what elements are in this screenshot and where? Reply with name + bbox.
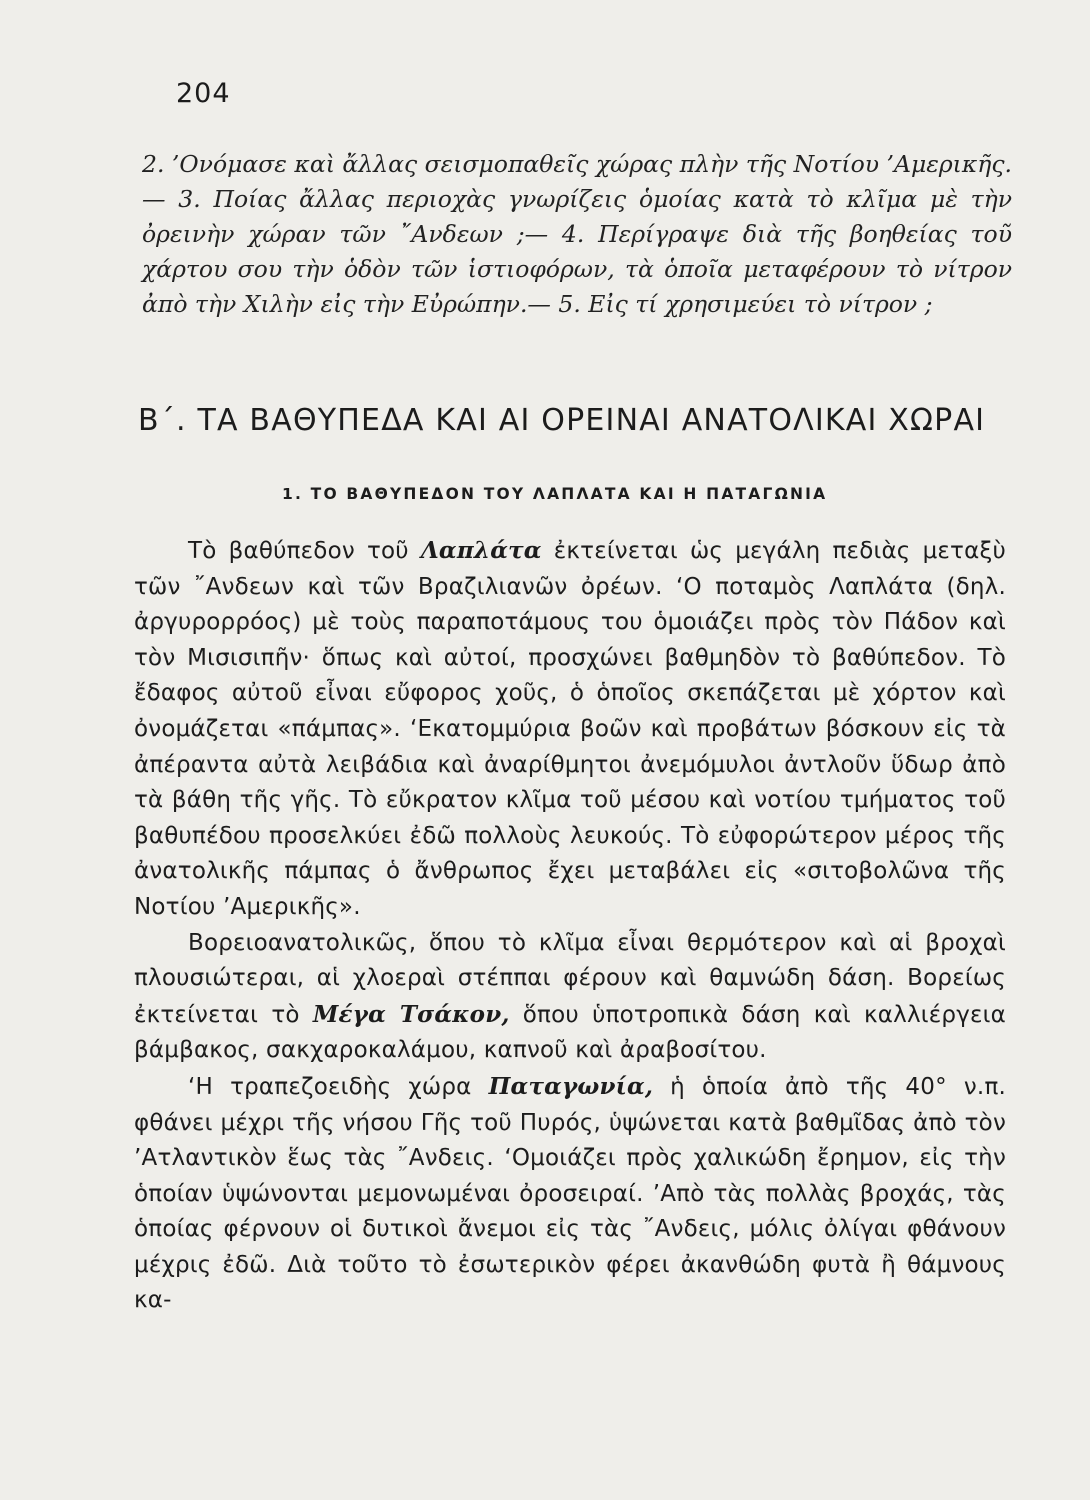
paragraph-gran-chaco [134,926,1006,1069]
term-mega-tsakon: Μέγα Τσάκον, [312,1000,510,1028]
term-laplata: Λαπλάτα [420,537,542,564]
review-questions: 2. ’Ονόμασε καὶ ἄλλας σεισμοπαθεῖς χώρας πλὴν τῆς Νοτίου ’Αμερικῆς.— 3. Ποίας ἄλλας περιοχὰς γνωρίζεις ὁμοίας κατὰ τὸ κλῖμα μὲ τὴν ὀρεινὴν χώραν τῶν ῎Ανδεων ;— 4. Περίγραψε διὰ τῆς βοηθείας τοῦ χάρτου σου τὴν ὁδὸν τῶν ἱστιοφόρων, τὰ ὁποῖα μεταφέρουν τὸ νίτρον ἀπὸ τὴν Χιλὴν εἰς τὴν Εὐρώπην.— 5. Εἰς τί χρησιμεύει τὸ νίτρον ; [142,150,1012,318]
paragraph-text: Βορειοανατολικῶς, ὅπου τὸ κλῖμα εἶναι θερμότερον καὶ αἱ βροχαὶ πλουσιώτεραι, αἱ χλοεραὶ στέππαι φέρουν καὶ θαμνώδη δάση. Βορείως ἐκτείνεται τὸ [134,929,1006,1028]
paragraph-text: ‘Η τραπεζοειδὴς χώρα [188,1073,489,1100]
page-number: 204 [176,78,231,109]
body-text [134,533,1006,1319]
paragraph-patagonia [134,1069,1006,1319]
paragraph-laplata [134,533,1006,926]
subsection-heading: 1. ΤΟ ΒΑΘΥΠΕΔΟΝ ΤΟΥ ΛΑΠΛΑΤΑ ΚΑΙ Η ΠΑΤΑΓΩΝΙΑ [282,485,828,503]
section-heading: Β΄. ΤΑ ΒΑΘΥΠΕΔΑ ΚΑΙ ΑΙ ΟΡΕΙΝΑΙ ΑΝΑΤΟΛΙΚΑΙ ΧΩΡΑΙ [138,403,986,438]
paragraph-text: ὅπου ὑποτροπικὰ δάση καὶ καλλιέργεια βάμβακος, σακχαροκαλάμου, καπνοῦ καὶ ἀραβοσίτου. [134,1001,1006,1064]
paragraph-text: Τὸ βαθύπεδον τοῦ [188,538,421,564]
term-patagonia: Παταγωνία, [488,1072,654,1100]
paragraph-text: ἐκτείνεται ὡς μεγάλη πεδιὰς μεταξὺ τῶν ῎Ανδεων καὶ τῶν Βραζιλιανῶν ὀρέων. ‘Ο ποταμὸς Λαπλάτα (δηλ. ἀργυρορρόος) μὲ τοὺς παραποτάμους του ὁμοιάζει πρὸς τὸν Πάδον καὶ τὸν Μισισιπῆν· ὅπως καὶ αὐτοί, προσχώνει βαθμηδὸν τὸ βαθύπεδον. Τὸ ἔδαφος αὐτοῦ εἶναι εὔφορος χοῦς, ὁ ὁποῖος σκεπάζεται μὲ χόρτον καὶ ὀνομάζεται «πάμπας». ‘Εκατομμύρια βοῶν καὶ προβάτων βόσκουν εἰς τὰ ἀπέραντα αὐτὰ λειβάδια καὶ ἀναρίθμητοι ἀνεμόμυλοι ἀντλοῦν ὕδωρ ἀπὸ τὰ βάθη τῆς γῆς. Τὸ εὔκρατον κλῖμα τοῦ μέσου καὶ νοτίου τμήματος τοῦ βαθυπέδου προσελκύει ἐδῶ πολλοὺς λευκούς. Τὸ εὐφορώτερον μέρος τῆς ἀνατολικῆς πάμπας ὁ ἄνθρωπος ἔχει μεταβάλει εἰς «σιτοβολῶνα τῆς Νοτίου ’Αμερικῆς». [134,538,1006,920]
paragraph-text: ἡ ὁποία ἀπὸ τῆς 40° ν.π. φθάνει μέχρι τῆς νήσου Γῆς τοῦ Πυρός, ὑψώνεται κατὰ βαθμῖδας ἀπὸ τὸν ’Ατλαντικὸν ἕως τὰς ῎Ανδεις. ‘Ομοιάζει πρὸς χαλικώδη ἔρημον, εἰς τὴν ὁποίαν ὑψώνονται μεμονωμέναι ὀροσειραί. ’Απὸ τὰς πολλὰς βροχάς, τὰς ὁποίας φέρνουν οἱ δυτικοὶ ἄνεμοι εἰς τὰς ῎Ανδεις, μόλις ὀλίγαι φθάνουν μέχρις ἐδῶ. Διὰ τοῦτο τὸ ἐσωτερικὸν φέρει ἀκανθώδη φυτὰ ἢ θάμνους κα- [134,1073,1006,1314]
